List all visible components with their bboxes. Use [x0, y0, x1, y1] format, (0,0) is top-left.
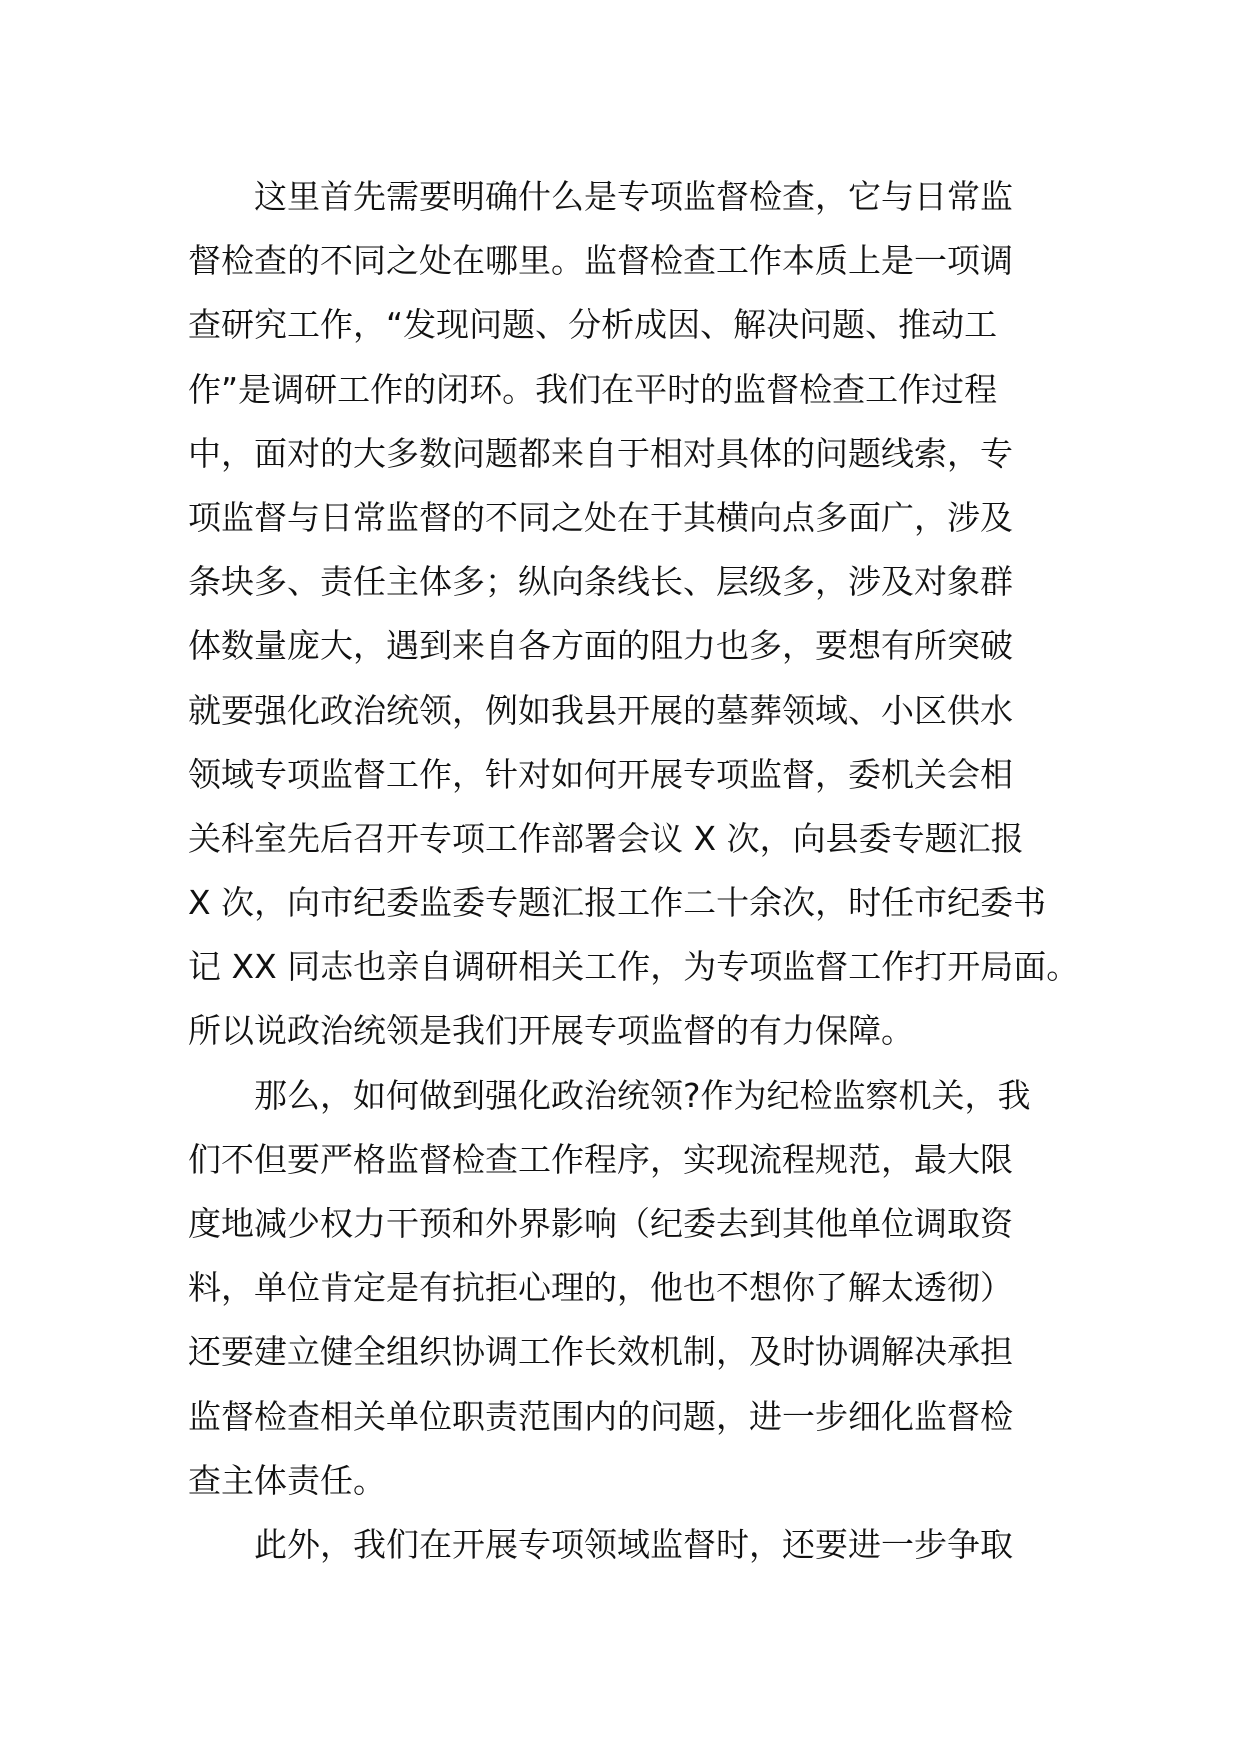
paragraph-1-line-1: 这里首先需要明确什么是专项监督检查，它与日常监: [254, 177, 1013, 216]
paragraph-1-line-11: 关科室先后召开专项工作部署会议 X 次，向县委专题汇报: [188, 818, 1024, 858]
paragraph-1-line-3: 查研究工作，“发现问题、分析成因、解决问题、推动工: [188, 305, 998, 345]
paragraph-2-line-3: 度地减少权力干预和外界影响（纪委去到其他单位调取资: [188, 1204, 1013, 1243]
paragraph-1-line-13: 记 XX 同志也亲自调研相关工作，为专项监督工作打开局面。: [188, 947, 1080, 987]
paragraph-1-line-14: 所以说政治统领是我们开展专项监督的有力保障。: [188, 1011, 914, 1051]
paragraph-1-line-5: 中，面对的大多数问题都来自于相对具体的问题线索，专: [188, 433, 1013, 473]
paragraph-2-line-6: 监督检查相关单位职责范围内的问题，进一步细化监督检: [188, 1396, 1013, 1436]
paragraph-1-line-12: X 次，向市纪委监委专题汇报工作二十余次，时任市纪委书: [188, 883, 1047, 923]
paragraph-2-line-1: 那么，如何做到强化政治统领?作为纪检监察机关，我: [254, 1075, 1031, 1115]
paragraph-1-line-9: 就要强化政治统领，例如我县开展的墓葬领域、小区供水: [188, 690, 1013, 730]
paragraph-1-line-10: 领域专项监督工作，针对如何开展专项监督，委机关会相: [188, 754, 1013, 794]
paragraph-2-line-4: 料，单位肯定是有抗拒心理的，他也不想你了解太透彻）: [188, 1268, 1013, 1308]
paragraph-1-line-2: 督检查的不同之处在哪里。监督检查工作本质上是一项调: [188, 241, 1013, 281]
paragraph-3-line-1: 此外，我们在开展专项领域监督时，还要进一步争取: [254, 1524, 1013, 1564]
body-text: [188, 165, 1080, 1577]
paragraph-2-line-7: 查主体责任。: [188, 1460, 386, 1500]
paragraph-1-line-6: 项监督与日常监督的不同之处在于其横向点多面广，涉及: [188, 497, 1013, 537]
paragraph-2-line-5: 还要建立健全组织协调工作长效机制，及时协调解决承担: [188, 1332, 1013, 1372]
paragraph-1-line-7: 条块多、责任主体多；纵向条线长、层级多，涉及对象群: [188, 562, 1013, 602]
paragraph-1-line-8: 体数量庞大，遇到来自各方面的阻力也多，要想有所突破: [188, 626, 1013, 666]
paragraph-2-line-2: 们不但要严格监督检查工作程序，实现流程规范，最大限: [188, 1139, 1013, 1179]
paragraph-1-line-4: 作”是调研工作的闭环。我们在平时的监督检查工作过程: [188, 369, 998, 409]
